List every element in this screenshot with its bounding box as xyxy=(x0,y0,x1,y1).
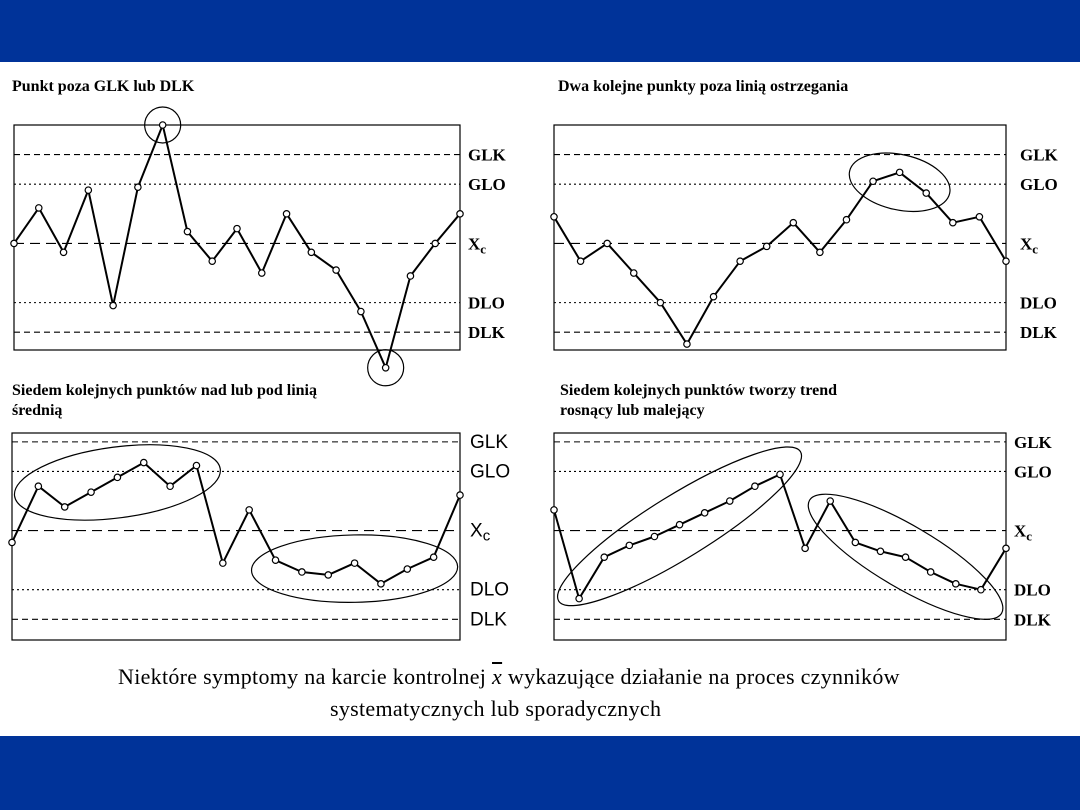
limit-label-dlk: DLK xyxy=(1020,323,1057,343)
control-chart-2 xyxy=(540,110,1080,360)
data-point xyxy=(35,483,41,489)
limit-label-xc: $X_c$ xyxy=(1014,521,1033,544)
highlight-ellipse xyxy=(251,533,458,604)
data-point xyxy=(351,560,357,566)
data-point xyxy=(209,258,215,264)
limit-label-glk: GLK xyxy=(470,431,509,453)
data-point xyxy=(676,521,682,527)
caption-line-1-end: wykazujące działanie na proces czynników xyxy=(507,664,900,689)
data-point xyxy=(220,560,226,566)
data-point xyxy=(308,249,314,255)
panel-title-1 xyxy=(12,77,194,97)
data-point xyxy=(626,542,632,548)
limit-label-dlk: DLK xyxy=(1014,610,1051,630)
data-point xyxy=(577,258,583,264)
limit-label-dlo: DLO xyxy=(468,293,505,313)
data-point xyxy=(259,270,265,276)
data-point xyxy=(135,184,141,190)
control-chart-4 xyxy=(540,425,1080,650)
data-point xyxy=(60,249,66,255)
data-point xyxy=(110,302,116,308)
data-point xyxy=(684,341,690,347)
control-chart-1 xyxy=(0,110,540,360)
data-point xyxy=(817,249,823,255)
panel-title-4 xyxy=(560,381,837,421)
data-point xyxy=(88,489,94,495)
data-point xyxy=(36,205,42,211)
data-point xyxy=(234,225,240,231)
data-point xyxy=(9,539,15,545)
data-point xyxy=(902,554,908,560)
highlight-ellipse xyxy=(10,434,225,531)
limit-label-dlo: DLO xyxy=(1014,580,1051,600)
data-point xyxy=(576,595,582,601)
panel-title-3 xyxy=(12,381,317,421)
data-point xyxy=(923,190,929,196)
data-point xyxy=(62,504,68,510)
series-line xyxy=(12,463,460,584)
data-point xyxy=(457,211,463,217)
data-point xyxy=(184,228,190,234)
panel-title-4-line-1: Siedem kolejnych punktów tworzy trend xyxy=(560,382,838,399)
limit-label-glk: GLK xyxy=(1014,432,1052,452)
data-point xyxy=(283,211,289,217)
data-point xyxy=(333,267,339,273)
limit-label-glk: GLK xyxy=(468,145,506,165)
data-point xyxy=(11,240,17,246)
data-point xyxy=(430,554,436,560)
data-point xyxy=(299,569,305,575)
data-point xyxy=(976,214,982,220)
data-point xyxy=(85,187,91,193)
data-point xyxy=(978,587,984,593)
data-point xyxy=(802,545,808,551)
limit-label-glo: GLO xyxy=(468,175,506,195)
data-point xyxy=(1003,545,1009,551)
data-point xyxy=(827,498,833,504)
control-chart-3 xyxy=(0,425,540,650)
limit-label-xc: $X_c$ xyxy=(470,520,491,545)
data-point xyxy=(727,498,733,504)
data-point xyxy=(870,178,876,184)
data-point xyxy=(378,581,384,587)
data-point xyxy=(407,273,413,279)
data-point xyxy=(551,507,557,513)
bottom-banner xyxy=(0,736,1080,810)
limit-label-glo: GLO xyxy=(470,461,511,483)
limit-label-dlo: DLO xyxy=(1020,293,1057,313)
data-point xyxy=(432,240,438,246)
plot-frame xyxy=(554,125,1006,350)
data-point xyxy=(404,566,410,572)
limit-label-glk: GLK xyxy=(1020,145,1058,165)
panel-title-3-line-2: średnią xyxy=(12,402,63,419)
data-point xyxy=(358,308,364,314)
data-point xyxy=(701,510,707,516)
series-line xyxy=(14,125,460,368)
series-line xyxy=(554,474,1006,598)
data-point xyxy=(159,122,165,128)
caption-line-1-start: Niektóre symptomy na karcie kontrolnej xyxy=(118,664,487,689)
data-point xyxy=(272,557,278,563)
data-point xyxy=(927,569,933,575)
data-point xyxy=(843,217,849,223)
data-point xyxy=(657,299,663,305)
data-point xyxy=(551,214,557,220)
data-point xyxy=(950,219,956,225)
series-line xyxy=(554,172,1006,344)
panel-title-1-line-1: Punkt poza GLK lub DLK xyxy=(12,78,195,95)
data-point xyxy=(631,270,637,276)
limit-label-dlo: DLO xyxy=(470,579,510,601)
data-point xyxy=(246,507,252,513)
data-point xyxy=(852,539,858,545)
data-point xyxy=(877,548,883,554)
limit-label-glo: GLO xyxy=(1014,462,1052,482)
data-point xyxy=(1003,258,1009,264)
data-point xyxy=(325,572,331,578)
plot-frame xyxy=(14,125,460,350)
top-banner xyxy=(0,0,1080,62)
data-point xyxy=(737,258,743,264)
data-point xyxy=(752,483,758,489)
limit-label-dlk: DLK xyxy=(468,323,505,343)
limit-label-glo: GLO xyxy=(1020,175,1058,195)
x-bar-symbol: $\overline{x}$ xyxy=(492,664,503,689)
data-point xyxy=(764,243,770,249)
panel-title-2 xyxy=(558,77,848,97)
data-point xyxy=(457,492,463,498)
highlight-ellipse xyxy=(844,144,956,220)
data-point xyxy=(710,294,716,300)
data-point xyxy=(114,474,120,480)
plot-frame xyxy=(554,433,1006,640)
data-point xyxy=(141,459,147,465)
panel-title-4-line-2: rosnący lub malejący xyxy=(560,402,705,419)
data-point xyxy=(604,240,610,246)
panel-title-3-line-1: Siedem kolejnych punktów nad lub pod linią xyxy=(12,382,317,399)
data-point xyxy=(193,462,199,468)
caption-line-2: systematycznych lub sporadycznych xyxy=(330,696,662,721)
caption-line-1 xyxy=(118,664,900,690)
limit-label-xc: $X_c$ xyxy=(468,234,487,257)
limit-label-xc: $X_c$ xyxy=(1020,234,1039,257)
panel-title-2-line-1: Dwa kolejne punkty poza linią ostrzegania xyxy=(558,78,849,95)
data-point xyxy=(167,483,173,489)
data-point xyxy=(790,219,796,225)
data-point xyxy=(601,554,607,560)
data-point xyxy=(777,471,783,477)
data-point xyxy=(896,169,902,175)
data-point xyxy=(651,533,657,539)
limit-label-dlk: DLK xyxy=(470,609,507,631)
data-point xyxy=(953,581,959,587)
data-point xyxy=(382,365,388,371)
